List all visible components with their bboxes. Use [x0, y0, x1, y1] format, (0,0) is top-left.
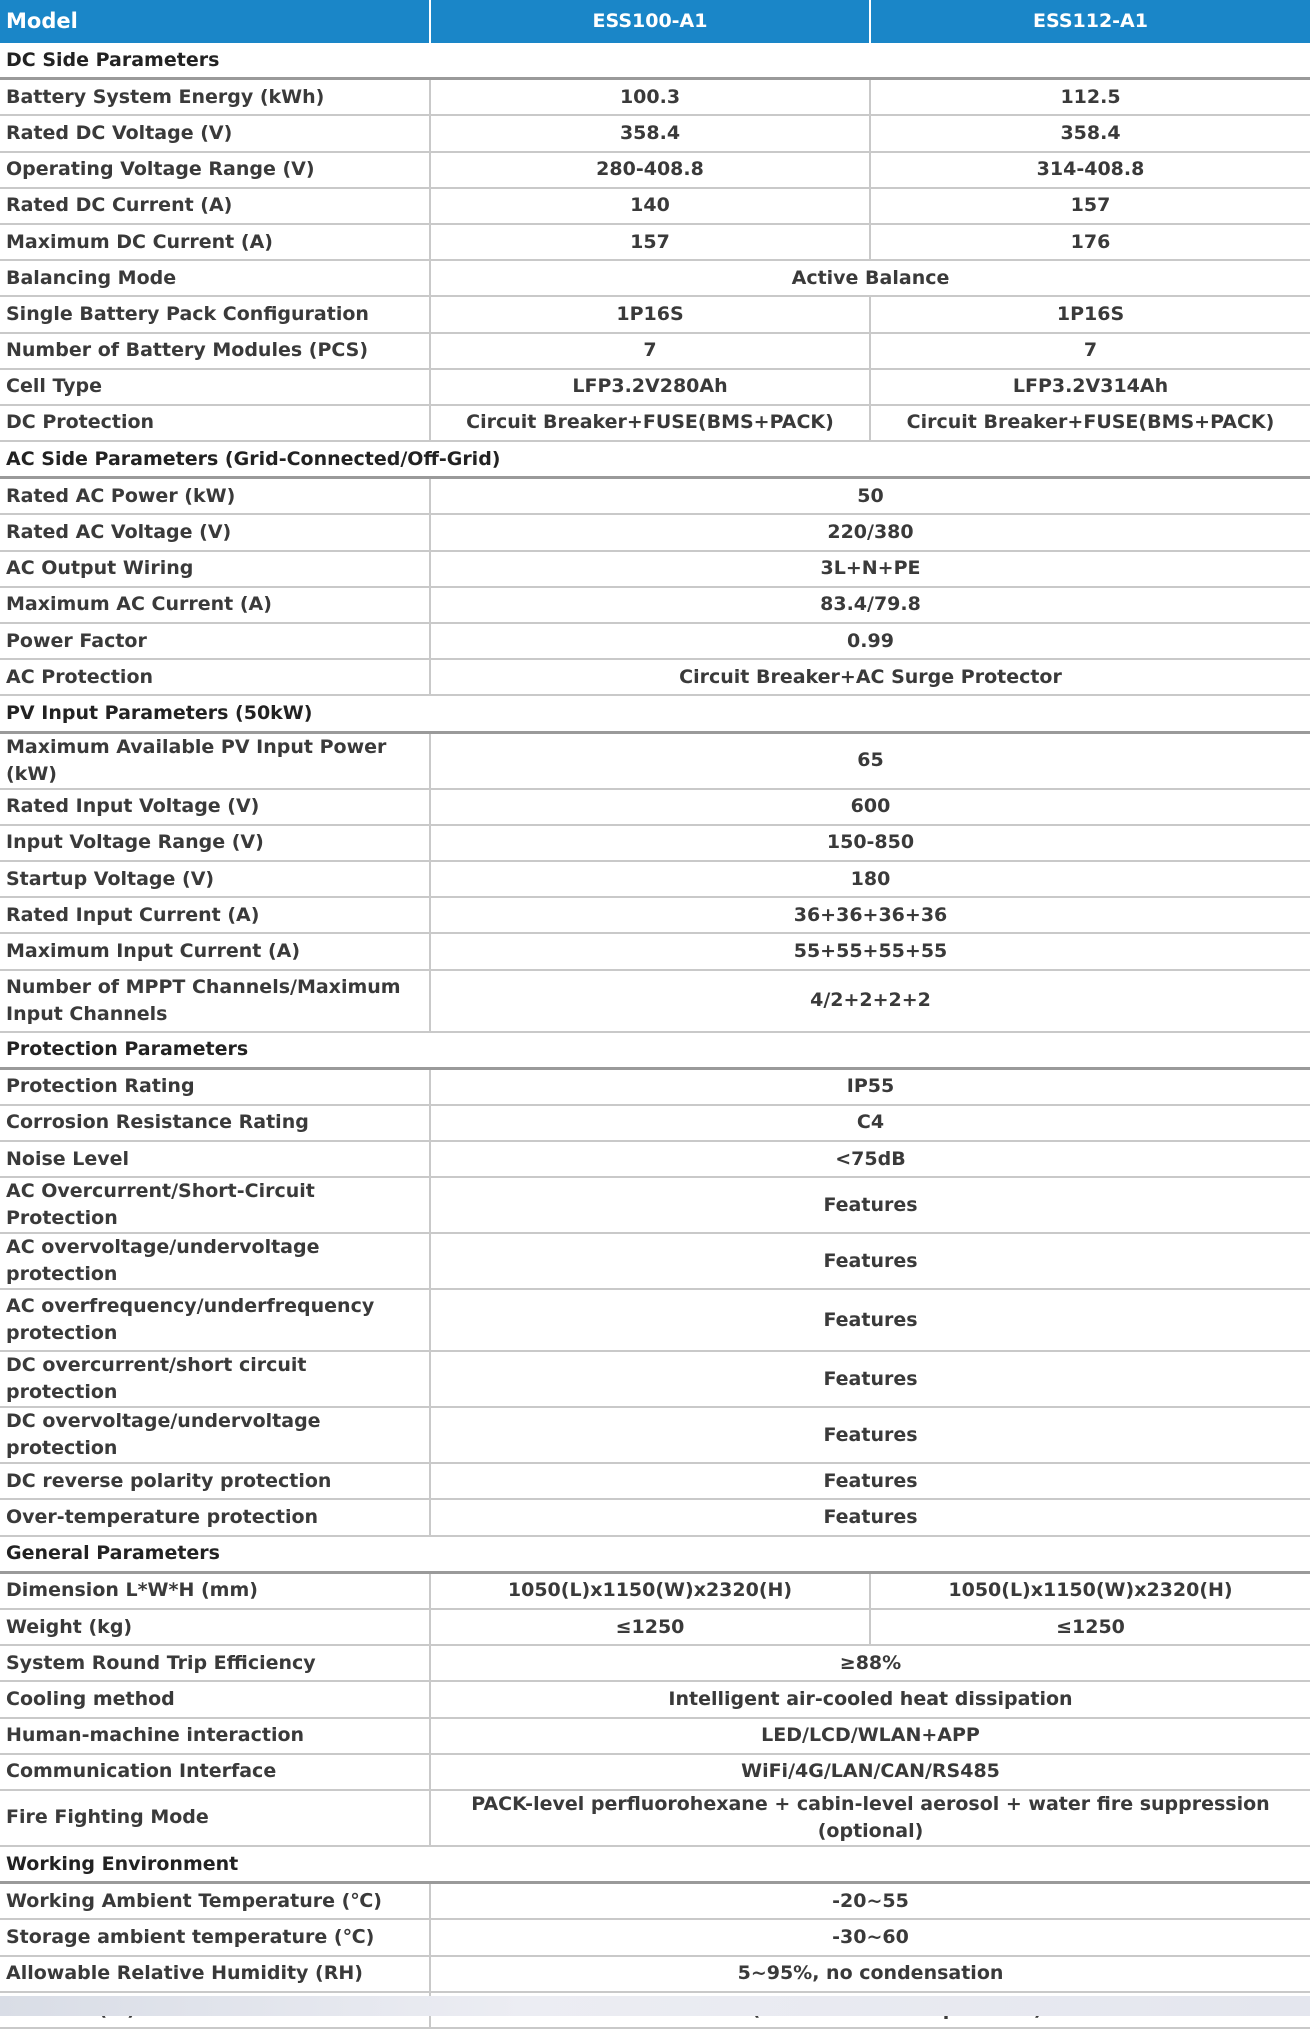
- parameter-value-ess112: Circuit Breaker+FUSE(BMS+PACK): [870, 405, 1310, 441]
- table-row: [0, 1883, 1310, 1920]
- parameter-label: AC overvoltage/undervoltage protection: [0, 1233, 430, 1289]
- parameter-label: Weight (kg): [0, 1609, 430, 1645]
- model-header-label: Model: [0, 0, 430, 43]
- table-row: [0, 115, 1310, 151]
- parameter-value-shared: WiFi/4G/LAN/CAN/RS485: [430, 1754, 1310, 1790]
- parameter-value-shared: Features: [430, 1351, 1310, 1407]
- parameter-label: Balancing Mode: [0, 260, 430, 296]
- parameter-label: Rated AC Power (kW): [0, 478, 430, 515]
- parameter-value-shared: 36+36+36+36: [430, 897, 1310, 933]
- parameter-value-shared: Circuit Breaker+AC Surge Protector: [430, 659, 1310, 695]
- parameter-value-shared: PACK-level perfluorohexane + cabin-level aerosol + water fire suppression (optional): [430, 1790, 1310, 1846]
- table-row: [0, 933, 1310, 969]
- table-row: [0, 732, 1310, 789]
- parameter-value-ess100: 140: [430, 188, 870, 224]
- parameter-label: Fire Fighting Mode: [0, 1790, 430, 1846]
- parameter-label: DC overcurrent/short circuit protection: [0, 1351, 430, 1407]
- section-title: DC Side Parameters: [0, 43, 1310, 79]
- parameter-label: Cooling method: [0, 1681, 430, 1717]
- parameter-value-ess100: 1050(L)x1150(W)x2320(H): [430, 1572, 870, 1609]
- parameter-label: Battery System Energy (kWh): [0, 79, 430, 116]
- parameter-label: DC Protection: [0, 405, 430, 441]
- table-row: [0, 659, 1310, 695]
- parameter-value-ess112: 358.4: [870, 115, 1310, 151]
- table-row: [0, 1351, 1310, 1407]
- parameter-label: DC reverse polarity protection: [0, 1463, 430, 1499]
- header-row: [0, 0, 1310, 43]
- parameter-label: AC overfrequency/underfrequency protection: [0, 1289, 430, 1351]
- table-row: [0, 224, 1310, 260]
- table-row: [0, 369, 1310, 405]
- table-row: [0, 260, 1310, 296]
- table-row: [0, 1609, 1310, 1645]
- parameter-label: Number of MPPT Channels/Maximum Input Channels: [0, 970, 430, 1032]
- parameter-label: Human-machine interaction: [0, 1718, 430, 1754]
- parameter-value-ess112: LFP3.2V314Ah: [870, 369, 1310, 405]
- parameter-value-ess100: 280-408.8: [430, 152, 870, 188]
- parameter-label: Operating Voltage Range (V): [0, 152, 430, 188]
- table-row: [0, 1718, 1310, 1754]
- bottom-band: [0, 1996, 1310, 2016]
- parameter-value-ess100: ≤1250: [430, 1609, 870, 1645]
- table-row: [0, 861, 1310, 897]
- parameter-value-shared: 55+55+55+55: [430, 933, 1310, 969]
- parameter-label: Single Battery Pack Configuration: [0, 296, 430, 332]
- parameter-value-ess100: 100.3: [430, 79, 870, 116]
- parameter-value-ess112: 7: [870, 333, 1310, 369]
- table-row: [0, 1407, 1310, 1463]
- section-header-working-environment: [0, 1846, 1310, 1883]
- parameter-value-ess112: 157: [870, 188, 1310, 224]
- model-header-ess100: ESS100-A1: [430, 0, 870, 43]
- table-row: [0, 152, 1310, 188]
- table-row: [0, 1105, 1310, 1141]
- table-row: [0, 970, 1310, 1032]
- section-title: Protection Parameters: [0, 1032, 1310, 1069]
- section-title: General Parameters: [0, 1536, 1310, 1573]
- table-row: [0, 1645, 1310, 1681]
- parameter-value-shared: Intelligent air-cooled heat dissipation: [430, 1681, 1310, 1717]
- parameter-value-shared: 220/380: [430, 514, 1310, 550]
- parameter-value-shared: 83.4/79.8: [430, 587, 1310, 623]
- parameter-value-shared: 50: [430, 478, 1310, 515]
- table-row: [0, 333, 1310, 369]
- parameter-label: Storage ambient temperature (℃): [0, 1919, 430, 1955]
- parameter-value-shared: Features: [430, 1233, 1310, 1289]
- parameter-value-shared: -20~55: [430, 1883, 1310, 1920]
- section-header-protection-parameters: [0, 1032, 1310, 1069]
- table-row: [0, 514, 1310, 550]
- table-row: [0, 1463, 1310, 1499]
- section-title: PV Input Parameters (50kW): [0, 695, 1310, 732]
- table-row: [0, 1289, 1310, 1351]
- parameter-value-ess112: 314-408.8: [870, 152, 1310, 188]
- table-row: [0, 1790, 1310, 1846]
- parameter-label: Maximum Input Current (A): [0, 933, 430, 969]
- section-header-ac-side-parameters-grid-connected-off-grid: [0, 441, 1310, 478]
- parameter-label: AC Overcurrent/Short-Circuit Protection: [0, 1177, 430, 1233]
- parameter-value-ess112: 176: [870, 224, 1310, 260]
- parameter-value-shared: -30~60: [430, 1919, 1310, 1955]
- parameter-value-ess100: 7: [430, 333, 870, 369]
- table-header: [0, 0, 1310, 43]
- parameter-value-shared: C4: [430, 1105, 1310, 1141]
- parameter-value-ess112: ≤1250: [870, 1609, 1310, 1645]
- table-row: [0, 1068, 1310, 1105]
- parameter-value-shared: Features: [430, 1463, 1310, 1499]
- table-row: [0, 1681, 1310, 1717]
- section-header-pv-input-parameters-50kw: [0, 695, 1310, 732]
- parameter-label: Maximum Available PV Input Power (kW): [0, 732, 430, 789]
- parameter-label: Rated AC Voltage (V): [0, 514, 430, 550]
- parameter-value-shared: Features: [430, 1177, 1310, 1233]
- parameter-value-ess100: LFP3.2V280Ah: [430, 369, 870, 405]
- parameter-label: Allowable Relative Humidity (RH): [0, 1956, 430, 1992]
- table-row: [0, 478, 1310, 515]
- table-row: [0, 1919, 1310, 1955]
- parameter-label: AC Protection: [0, 659, 430, 695]
- table-row: [0, 1956, 1310, 1992]
- parameter-value-ess100: 1P16S: [430, 296, 870, 332]
- table-row: [0, 789, 1310, 825]
- parameter-value-shared: Features: [430, 1499, 1310, 1535]
- parameter-label: Maximum AC Current (A): [0, 587, 430, 623]
- parameter-label: Rated Input Current (A): [0, 897, 430, 933]
- parameter-label: System Round Trip Efficiency: [0, 1645, 430, 1681]
- table-row: [0, 79, 1310, 116]
- table-row: [0, 1177, 1310, 1233]
- section-header-general-parameters: [0, 1536, 1310, 1573]
- parameter-value-shared: 65: [430, 732, 1310, 789]
- parameter-label: Rated DC Voltage (V): [0, 115, 430, 151]
- parameter-value-shared: 0.99: [430, 623, 1310, 659]
- parameter-label: AC Output Wiring: [0, 551, 430, 587]
- table-row: [0, 825, 1310, 861]
- parameter-label: Number of Battery Modules (PCS): [0, 333, 430, 369]
- table-row: [0, 188, 1310, 224]
- parameter-value-shared: 3L+N+PE: [430, 551, 1310, 587]
- table-row: [0, 623, 1310, 659]
- table-row: [0, 1141, 1310, 1177]
- table-body: [0, 43, 1310, 2028]
- parameter-value-shared: Features: [430, 1407, 1310, 1463]
- parameter-value-shared: 600: [430, 789, 1310, 825]
- parameter-value-shared: 4/2+2+2+2: [430, 970, 1310, 1032]
- section-title: Working Environment: [0, 1846, 1310, 1883]
- parameter-value-shared: 150-850: [430, 825, 1310, 861]
- parameter-value-ess112: 1050(L)x1150(W)x2320(H): [870, 1572, 1310, 1609]
- parameter-label: Over-temperature protection: [0, 1499, 430, 1535]
- table-row: [0, 1499, 1310, 1535]
- parameter-label: Maximum DC Current (A): [0, 224, 430, 260]
- parameter-value-shared: Features: [430, 1289, 1310, 1351]
- parameter-value-ess100: 157: [430, 224, 870, 260]
- parameter-value-shared: ≥88%: [430, 1645, 1310, 1681]
- table-row: [0, 1233, 1310, 1289]
- parameter-label: Input Voltage Range (V): [0, 825, 430, 861]
- parameter-label: Working Ambient Temperature (℃): [0, 1883, 430, 1920]
- model-header-ess112: ESS112-A1: [870, 0, 1310, 43]
- section-header-dc-side-parameters: [0, 43, 1310, 79]
- table-row: [0, 405, 1310, 441]
- parameter-value-ess100: 358.4: [430, 115, 870, 151]
- table-row: [0, 551, 1310, 587]
- parameter-label: Corrosion Resistance Rating: [0, 1105, 430, 1141]
- table-row: [0, 296, 1310, 332]
- parameter-value-shared: IP55: [430, 1068, 1310, 1105]
- parameter-value-ess100: Circuit Breaker+FUSE(BMS+PACK): [430, 405, 870, 441]
- parameter-label: Dimension L*W*H (mm): [0, 1572, 430, 1609]
- parameter-value-ess112: 1P16S: [870, 296, 1310, 332]
- parameter-label: Noise Level: [0, 1141, 430, 1177]
- parameter-value-ess112: 112.5: [870, 79, 1310, 116]
- parameter-label: Protection Rating: [0, 1068, 430, 1105]
- table-row: [0, 1754, 1310, 1790]
- table-row: [0, 1572, 1310, 1609]
- parameter-label: Rated Input Voltage (V): [0, 789, 430, 825]
- table-row: [0, 897, 1310, 933]
- table-row: [0, 587, 1310, 623]
- parameter-label: Power Factor: [0, 623, 430, 659]
- parameter-value-shared: 180: [430, 861, 1310, 897]
- parameter-label: Startup Voltage (V): [0, 861, 430, 897]
- parameter-label: DC overvoltage/undervoltage protection: [0, 1407, 430, 1463]
- parameter-label: Cell Type: [0, 369, 430, 405]
- parameter-label: Rated DC Current (A): [0, 188, 430, 224]
- parameter-value-shared: <75dB: [430, 1141, 1310, 1177]
- parameter-value-shared: Active Balance: [430, 260, 1310, 296]
- parameter-label: Communication Interface: [0, 1754, 430, 1790]
- section-title: AC Side Parameters (Grid-Connected/Off-Grid): [0, 441, 1310, 478]
- parameter-value-shared: LED/LCD/WLAN+APP: [430, 1718, 1310, 1754]
- parameter-value-shared: 5~95%, no condensation: [430, 1956, 1310, 1992]
